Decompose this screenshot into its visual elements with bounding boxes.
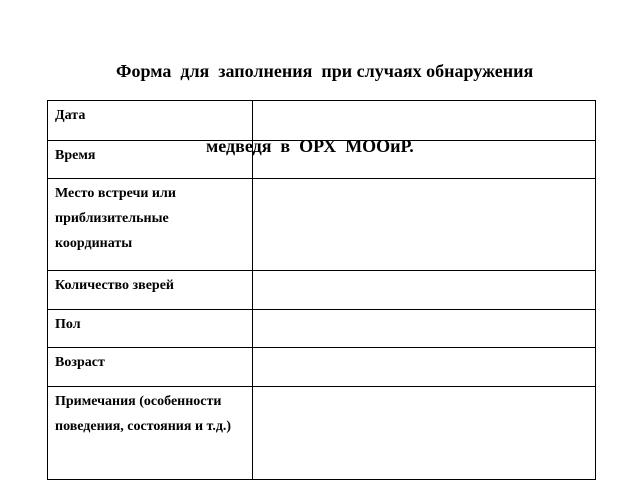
- field-value-time[interactable]: [253, 141, 596, 179]
- field-value-location[interactable]: [253, 179, 596, 271]
- form-row-age: [48, 348, 596, 387]
- field-value-age[interactable]: [253, 348, 596, 387]
- form-row-location: [48, 179, 596, 271]
- field-value-animal-count[interactable]: [253, 271, 596, 310]
- field-label-time: Время: [48, 141, 253, 179]
- bear-sighting-form-table: [47, 100, 596, 480]
- field-label-location: Место встречи или приблизительные координаты: [48, 179, 253, 271]
- form-row-animal-count: [48, 271, 596, 310]
- field-label-sex: Пол: [48, 310, 253, 348]
- form-title-line-2: медведя в ОРХ МООиР.: [206, 136, 414, 156]
- form-row-time: [48, 141, 596, 179]
- form-row-notes: [48, 387, 596, 480]
- field-value-notes[interactable]: [253, 387, 596, 480]
- field-value-date[interactable]: [253, 101, 596, 141]
- form-row-date: [48, 101, 596, 141]
- field-label-animal-count: Количество зверей: [48, 271, 253, 310]
- field-value-sex[interactable]: [253, 310, 596, 348]
- form-row-sex: [48, 310, 596, 348]
- field-label-age: Возраст: [48, 348, 253, 387]
- field-label-notes: Примечания (особенности поведения, состояния и т.д.): [48, 387, 253, 480]
- form-title-line-1: Форма для заполнения при случаях обнаружения: [116, 61, 534, 81]
- field-label-date: Дата: [48, 101, 253, 141]
